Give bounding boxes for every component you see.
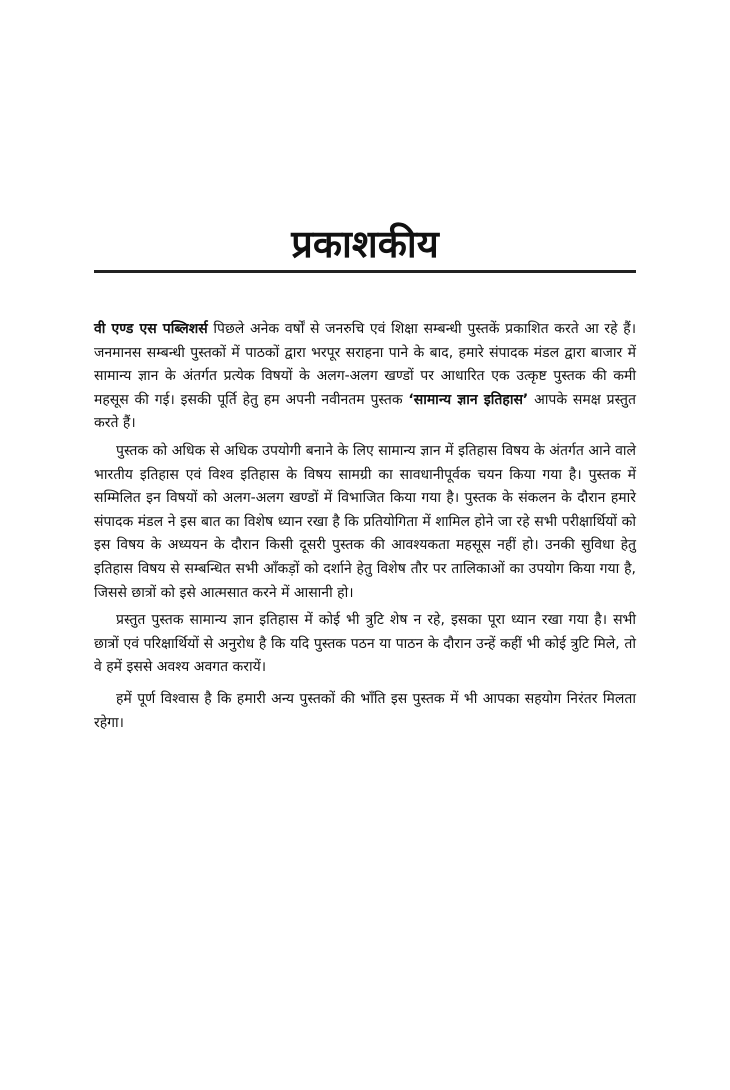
paragraph-1-text-a: पिछले अनेक वर्षों से जनरुचि एवं शिक्षा सम्बन्धी पुस्तकें प्रकाशित करते आ रहे हैं। जनमानस सम्बन्धी पुस्तकों में पाठकों द्वारा भरपूर सराहना पाने के बाद, हमारे संपादक मंडल द्वारा बाजार में सामान्य ज्ञान के अंतर्गत प्रत्येक विषयों के अलग-अलग खण्डों पर आधारित एक उत्कृष्ट पुस्तक की कमी महसूस की गई। इसकी पूर्ति हेतु हम अपनी नवीनतम पुस्तक [94,321,636,408]
paragraph-2: पुस्तक को अधिक से अधिक उपयोगी बनाने के लिए सामान्य ज्ञान में इतिहास विषय के अंतर्गत आने वाले भारतीय इतिहास एवं विश्व इतिहास के विषय सामग्री का सावधानीपूर्वक चयन किया गया है। पुस्तक में सम्मिलित इन विषयों को अलग-अलग खण्डों में विभाजित किया गया है। पुस्तक के संकलन के दौरान हमारे संपादक मंडल ने इस बात का विशेष ध्यान रखा है कि प्रतियोगिता में शामिल होने जा रहे सभी परीक्षार्थियों को इस विषय के अध्ययन के दौरान किसी दूसरी पुस्तक की आवश्यकता महसूस नहीं हो। उनकी सुविधा हेतु इतिहास विषय से सम्बन्धित सभी आँकड़ों को दर्शाने हेतु विशेष तौर पर तालिकाओं का उपयोग किया गया है, जिससे छात्रों को इसे आत्मसात करने में आसानी हो। [94,442,636,601]
body-text [94,318,636,739]
book-title: ‘सामान्य ज्ञान इतिहास’ [408,391,529,408]
paragraph-1-text-b: आपके समक्ष प्रस्तुत करते हैं। [94,391,636,432]
publisher-name: वी एण्ड एस पब्लिशर्स [94,321,208,337]
paragraph-4: हमें पूर्ण विश्वास है कि हमारी अन्य पुस्तकों की भाँति इस पुस्तक में भी आपका सहयोग निरंतर मिलता रहेगा। [94,690,636,731]
paragraph-1 [94,318,636,436]
paragraph-3: प्रस्तुत पुस्तक सामान्य ज्ञान इतिहास में कोई भी त्रुटि शेष न रहे, इसका पूरा ध्यान रखा गया है। सभी छात्रों एवं परिक्षार्थियों से अनुरोध है कि यदि पुस्तक पठन या पाठन के दौरान उन्हें कहीं भी कोई त्रुटि मिले, तो वे हमें इससे अवश्य अवगत करायें। [94,612,636,676]
document-page [94,0,636,1090]
page-title: प्रकाशकीय [291,222,439,266]
title-underline-divider [94,270,636,273]
